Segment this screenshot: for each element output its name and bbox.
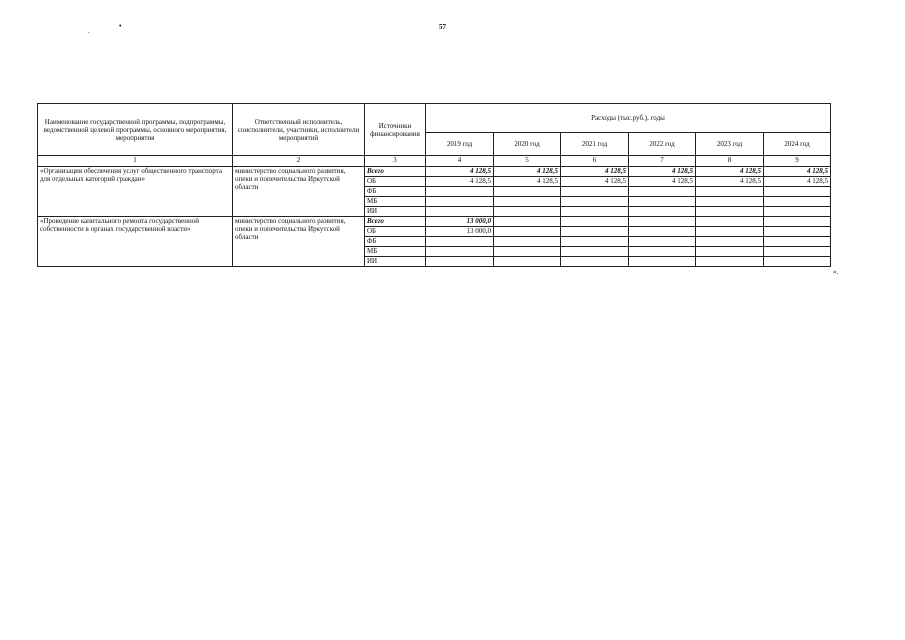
value-cell xyxy=(629,237,696,247)
value-cell: 4 128,5 xyxy=(629,167,696,177)
header-name: Наименование государственной программы, подпрограммы, ведомственной целевой программы, основного мероприятия, мероприятия xyxy=(38,104,233,156)
source-cell: ФБ xyxy=(365,237,426,247)
value-cell xyxy=(629,257,696,267)
value-cell xyxy=(764,217,831,227)
header-sources: Источники финансирования xyxy=(365,104,426,156)
value-cell xyxy=(561,217,629,227)
value-cell xyxy=(696,257,764,267)
column-number: 6 xyxy=(561,156,629,167)
value-cell xyxy=(426,187,494,197)
table-header xyxy=(38,104,831,167)
closing-quote-mark: ». xyxy=(833,268,839,276)
value-cell xyxy=(696,237,764,247)
value-cell: 4 128,5 xyxy=(764,167,831,177)
value-cell xyxy=(561,207,629,217)
value-cell xyxy=(494,197,561,207)
column-number-row xyxy=(38,156,831,167)
table-row xyxy=(38,167,831,177)
column-number: 4 xyxy=(426,156,494,167)
value-cell xyxy=(629,187,696,197)
value-cell: 13 000,0 xyxy=(426,217,494,227)
value-cell xyxy=(764,257,831,267)
budget-table xyxy=(37,103,831,267)
value-cell xyxy=(426,237,494,247)
source-cell: ФБ xyxy=(365,187,426,197)
program-name: «Проведение капитального ремонта государственной собственности в органах государственной власти» xyxy=(38,217,233,267)
value-cell: 4 128,5 xyxy=(561,167,629,177)
value-cell xyxy=(494,237,561,247)
value-cell: 13 000,0 xyxy=(426,227,494,237)
value-cell xyxy=(494,207,561,217)
source-cell: ОБ xyxy=(365,227,426,237)
value-cell xyxy=(764,187,831,197)
value-cell xyxy=(561,257,629,267)
value-cell: 4 128,5 xyxy=(764,177,831,187)
value-cell xyxy=(494,187,561,197)
scan-dot-mark: . xyxy=(88,27,90,35)
value-cell xyxy=(561,197,629,207)
source-cell: МБ xyxy=(365,197,426,207)
source-cell: ИИ xyxy=(365,207,426,217)
column-number: 1 xyxy=(38,156,233,167)
page-number: 57 xyxy=(439,23,446,31)
column-number: 9 xyxy=(764,156,831,167)
value-cell xyxy=(426,257,494,267)
value-cell xyxy=(764,247,831,257)
value-cell xyxy=(561,247,629,257)
value-cell xyxy=(629,247,696,257)
value-cell: 4 128,5 xyxy=(696,177,764,187)
header-year: 2021 год xyxy=(561,133,629,156)
column-number: 7 xyxy=(629,156,696,167)
responsible-executor: министерство социального развития, опеки и попечительства Иркутской области xyxy=(233,167,365,217)
source-cell: Всего xyxy=(365,167,426,177)
value-cell: 4 128,5 xyxy=(494,167,561,177)
value-cell xyxy=(426,197,494,207)
program-name: «Организация обеспечения услуг общественного транспорта для отдельных категорий граждан» xyxy=(38,167,233,217)
value-cell xyxy=(629,217,696,227)
header-expenses: Расходы (тыс.руб.), годы xyxy=(426,104,831,133)
value-cell: 4 128,5 xyxy=(561,177,629,187)
value-cell xyxy=(764,237,831,247)
value-cell: 4 128,5 xyxy=(494,177,561,187)
value-cell xyxy=(696,187,764,197)
value-cell xyxy=(494,217,561,227)
header-year: 2019 год xyxy=(426,133,494,156)
source-cell: ИИ xyxy=(365,257,426,267)
value-cell xyxy=(764,197,831,207)
table-row xyxy=(38,217,831,227)
value-cell: 4 128,5 xyxy=(696,167,764,177)
value-cell xyxy=(494,227,561,237)
value-cell xyxy=(494,257,561,267)
value-cell xyxy=(426,247,494,257)
scan-bullet-mark: • xyxy=(119,22,122,30)
value-cell: 4 128,5 xyxy=(426,167,494,177)
header-year: 2024 год xyxy=(764,133,831,156)
column-number: 2 xyxy=(233,156,365,167)
program-group xyxy=(38,167,831,217)
value-cell xyxy=(561,237,629,247)
header-responsible: Ответственный исполнитель, соисполнители, участники, исполнители мероприятий xyxy=(233,104,365,156)
value-cell xyxy=(494,247,561,257)
value-cell xyxy=(426,207,494,217)
header-year: 2020 год xyxy=(494,133,561,156)
header-year: 2022 год xyxy=(629,133,696,156)
value-cell xyxy=(561,227,629,237)
value-cell xyxy=(696,207,764,217)
value-cell xyxy=(629,207,696,217)
value-cell xyxy=(561,187,629,197)
value-cell xyxy=(696,227,764,237)
value-cell xyxy=(696,197,764,207)
column-number: 3 xyxy=(365,156,426,167)
value-cell xyxy=(629,197,696,207)
value-cell xyxy=(764,227,831,237)
value-cell xyxy=(764,207,831,217)
column-number: 5 xyxy=(494,156,561,167)
source-cell: МБ xyxy=(365,247,426,257)
column-number: 8 xyxy=(696,156,764,167)
responsible-executor: министерство социального развития, опеки и попечительства Иркутской области xyxy=(233,217,365,267)
value-cell xyxy=(696,247,764,257)
program-group xyxy=(38,217,831,267)
value-cell xyxy=(629,227,696,237)
header-year: 2023 год xyxy=(696,133,764,156)
value-cell: 4 128,5 xyxy=(629,177,696,187)
value-cell xyxy=(696,217,764,227)
value-cell: 4 128,5 xyxy=(426,177,494,187)
source-cell: Всего xyxy=(365,217,426,227)
source-cell: ОБ xyxy=(365,177,426,187)
